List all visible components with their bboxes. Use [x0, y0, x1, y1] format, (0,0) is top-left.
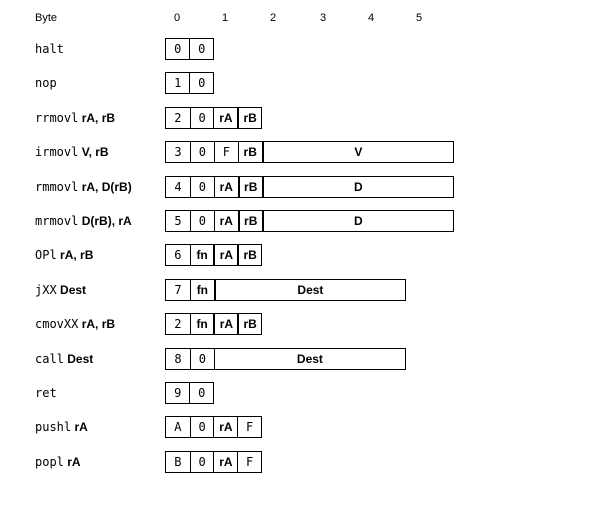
byte-header-label: Byte: [35, 12, 58, 24]
encoding-cell-nibble: rA: [213, 245, 237, 265]
instruction-label-pushl: [35, 419, 88, 435]
instruction-operands: rA: [63, 454, 81, 469]
encoding-cell-nibble: 0: [190, 349, 214, 369]
encoding-box-rrmovl: [165, 107, 262, 129]
encoding-cell-nibble: 9: [174, 386, 182, 400]
byte-column-3: 3: [320, 12, 327, 24]
encoding-cell-nibble: F: [237, 452, 261, 472]
encoding-cell-nibble: 1: [174, 76, 182, 91]
byte-column-2: 2: [270, 12, 277, 24]
instruction-operands: rA, rB: [56, 248, 94, 263]
encoding-cell-nibble: rA: [213, 108, 237, 128]
byte-column-4: 4: [368, 12, 375, 24]
encoding-cell-nibble: 0: [189, 73, 213, 93]
instruction-operands: Dest: [56, 282, 87, 297]
encoding-cell-nibble: 0: [190, 211, 214, 231]
encoding-cell-nibble: fn: [190, 245, 214, 265]
instruction-operands: rA: [71, 420, 88, 435]
encoding-cell-field: Dest: [214, 349, 405, 369]
instruction-label-halt: [35, 41, 64, 57]
encoding-cell-nibble: 5: [174, 214, 182, 228]
instruction-label-rmmovl: [35, 179, 132, 195]
byte-column-1: 1: [222, 12, 229, 24]
instruction-mnemonic: ret: [35, 386, 57, 400]
instruction-label-call: [35, 351, 93, 367]
encoding-cell-nibble: rB: [237, 245, 261, 265]
encoding-cell-nibble: 0: [190, 417, 214, 437]
encoding-cell-nibble: rA: [213, 417, 237, 437]
encoding-cell-nibble: rB: [237, 314, 261, 334]
encoding-cell-nibble: rB: [238, 177, 262, 197]
instruction-mnemonic: mrmovl: [35, 214, 79, 228]
encoding-cell-nibble: rB: [238, 142, 262, 162]
instruction-label-ret: [35, 385, 57, 401]
instruction-mnemonic: rmmovl: [35, 179, 79, 194]
encoding-cell-nibble: 0: [190, 142, 214, 162]
instruction-mnemonic: rrmovl: [35, 110, 79, 125]
encoding-box-nop: [165, 72, 214, 94]
instruction-mnemonic: jXX: [35, 282, 57, 297]
instruction-operands: D(rB), rA: [78, 214, 132, 228]
encoding-box-cmovxx: [165, 313, 262, 335]
encoding-cell-nibble: 3: [174, 145, 182, 160]
instruction-mnemonic: nop: [35, 76, 57, 91]
instruction-operands: Dest: [63, 351, 94, 366]
encoding-box-mrmovl: [165, 210, 454, 232]
encoding-cell-nibble: 0: [190, 177, 214, 197]
encoding-box-irmovl: [165, 141, 454, 163]
instruction-operands: V, rB: [78, 145, 109, 160]
instruction-label-nop: [35, 75, 57, 91]
instruction-mnemonic: pushl: [35, 420, 72, 435]
encoding-cell-nibble: rA: [214, 211, 238, 231]
encoding-cell-nibble: 0: [189, 39, 213, 59]
instruction-label-jxx: [35, 282, 86, 298]
encoding-cell-nibble: rA: [214, 177, 238, 197]
instruction-mnemonic: call: [35, 351, 64, 366]
encoding-cell-field: Dest: [214, 280, 405, 300]
encoding-box-pushl: [165, 416, 262, 438]
encoding-cell-nibble: 2: [174, 317, 182, 332]
encoding-cell-nibble: 2: [174, 110, 182, 125]
encoding-cell-nibble: fn: [190, 280, 214, 300]
encoding-cell-field: D: [262, 211, 453, 231]
instruction-mnemonic: irmovl: [35, 145, 79, 160]
encoding-box-ret: [165, 382, 214, 404]
encoding-cell-nibble: B: [174, 454, 182, 469]
encoding-cell-nibble: rB: [238, 211, 262, 231]
encoding-box-jxx: [165, 279, 406, 301]
encoding-cell-nibble: rB: [237, 108, 261, 128]
encoding-cell-nibble: A: [174, 420, 182, 435]
instruction-operands: rA, D(rB): [78, 179, 132, 194]
instruction-label-rrmovl: [35, 110, 115, 126]
instruction-label-mrmovl: [35, 213, 132, 229]
encoding-cell-nibble: 0: [190, 452, 214, 472]
encoding-cell-nibble: rA: [213, 314, 237, 334]
instruction-mnemonic: cmovXX: [35, 317, 79, 332]
encoding-cell-field: D: [262, 177, 453, 197]
byte-column-0: 0: [174, 12, 181, 24]
instruction-label-opl: [35, 247, 93, 263]
encoding-cell-nibble: 0: [174, 42, 182, 56]
encoding-cell-nibble: 8: [174, 351, 182, 366]
encoding-cell-nibble: 6: [174, 248, 182, 263]
encoding-box-halt: [165, 38, 214, 60]
encoding-cell-nibble: F: [237, 417, 261, 437]
instruction-label-cmovxx: [35, 316, 115, 332]
encoding-box-opl: [165, 244, 262, 266]
encoding-cell-nibble: 7: [174, 282, 182, 297]
instruction-label-popl: [35, 454, 81, 470]
encoding-box-rmmovl: [165, 176, 454, 198]
encoding-cell-nibble: F: [214, 142, 238, 162]
byte-column-5: 5: [416, 12, 423, 24]
encoding-cell-nibble: 4: [174, 179, 182, 194]
encoding-cell-nibble: fn: [190, 314, 214, 334]
encoding-cell-nibble: rA: [213, 452, 237, 472]
encoding-cell-field: V: [262, 142, 453, 162]
instruction-label-irmovl: [35, 144, 109, 160]
encoding-cell-nibble: 0: [189, 383, 213, 403]
instruction-mnemonic: halt: [35, 42, 64, 56]
encoding-box-popl: [165, 451, 262, 473]
encoding-cell-nibble: 0: [190, 108, 214, 128]
instruction-mnemonic: OPl: [35, 248, 57, 263]
encoding-box-call: [165, 348, 406, 370]
instruction-mnemonic: popl: [35, 454, 64, 469]
instruction-operands: rA, rB: [78, 317, 116, 332]
instruction-operands: rA, rB: [78, 110, 116, 125]
